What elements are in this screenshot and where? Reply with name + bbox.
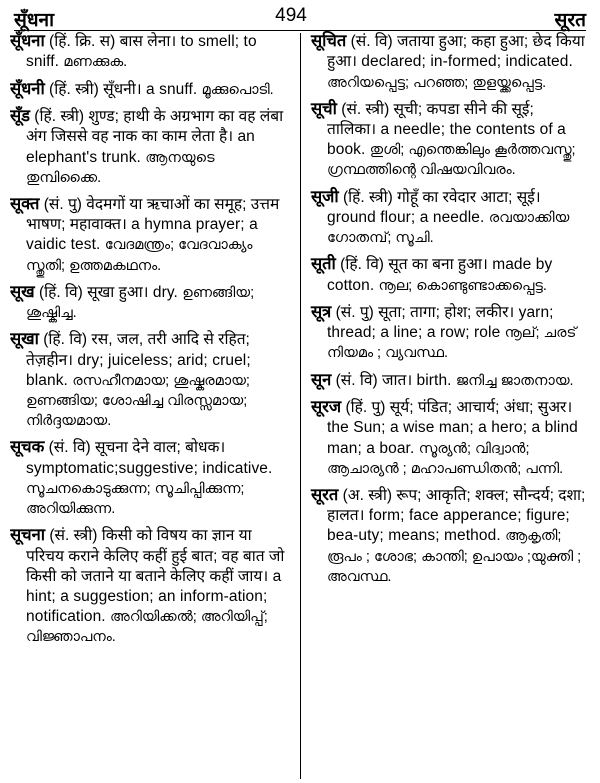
entry-malayalam-gloss: നൂല; കൊണ്ടുണ്ടാക്കപ്പെട്ട. — [378, 277, 547, 294]
entry-grammar: (हिं. वि) — [38, 283, 83, 301]
dictionary-entry — [10, 194, 290, 276]
entry-english-gloss: a snuff. — [145, 80, 198, 98]
entry-malayalam-gloss: മൂക്കുപൊടി. — [201, 81, 274, 98]
entry-headword: सूजी — [311, 187, 339, 206]
entry-headword: सूक्त — [10, 194, 40, 213]
entry-hindi-gloss: सूत का बना हुआ। — [388, 256, 488, 274]
entry-malayalam-gloss: രസഹീനമായ; ശുഷ്കരമായ; ഉണങ്ങിയ; ശോഷിച്ച വിരസ്സമായ; നിർദ്ദയമായ. — [26, 372, 250, 430]
entry-hindi-gloss: किसी को विषय का ज्ञान या परिचय कराने केलिए कहीं हुई बात; वह बात जो किसी को जताने या बताने केलिए कहीं जाय। — [26, 527, 285, 585]
dictionary-entry — [10, 329, 290, 431]
entry-english-gloss: yarn; thread; a line; a row; role — [327, 303, 554, 342]
entry-english-gloss: the Sun; a wise man; a hero; a blind man; a boar. — [327, 419, 578, 457]
dictionary-entry — [10, 31, 290, 73]
entry-grammar: (सं. पु) — [335, 303, 374, 321]
entry-english-gloss: a hymna prayer; a vaidic test. — [26, 216, 258, 254]
dictionary-entry — [311, 254, 586, 296]
entry-headword: सूँधना — [10, 32, 45, 50]
entry-headword: सूचना — [10, 526, 46, 545]
entry-grammar: (सं. वि) — [335, 371, 378, 389]
entry-headword: सूँधनी — [10, 79, 45, 98]
entry-grammar: (सं. वि) — [350, 33, 393, 50]
entry-malayalam-gloss: ജനിച്ച ജാതനായ. — [455, 372, 574, 389]
entry-malayalam-gloss: അറിയിക്കൽ; അറിയിപ്പ്; വിജ്ഞാപനം. — [26, 609, 268, 646]
entry-english-gloss: ground flour; a needle. — [327, 209, 485, 227]
entry-malayalam-gloss: തുശി; എന്തെങ്കിലും കൂർത്തവസ്തു; ഗ്രന്ഥത്തിന്റെ വിഷയവിവരം. — [327, 142, 576, 179]
page-number: 494 — [275, 5, 307, 26]
entry-malayalam-gloss: നൂല്; ചരട് നിയമം ; വ്യവസ്ഥ. — [327, 325, 577, 362]
entry-grammar: (अ. स्त्री) — [342, 486, 393, 504]
entry-hindi-gloss: जात। — [381, 371, 413, 389]
entry-grammar: (हिं. स्त्री) — [34, 108, 85, 126]
dictionary-entry — [311, 302, 586, 364]
column-divider — [300, 33, 301, 779]
right-column — [298, 31, 586, 783]
entry-headword: सूचक — [10, 438, 45, 457]
entry-malayalam-gloss: അറിയപ്പെട്ട; പറഞ്ഞ; തുളയ്ക്കപ്പെട്ട. — [327, 74, 547, 91]
entry-hindi-gloss: सूखा हुआ। — [87, 283, 149, 301]
dictionary-entry — [311, 370, 586, 391]
entry-grammar: (हिं. स्त्री) — [342, 188, 393, 206]
entry-grammar: (हिं. क्रि. स) — [49, 33, 116, 50]
dictionary-entry — [311, 31, 586, 93]
entry-hindi-gloss: गोहूँ का रवेदार आटा; सूई। — [397, 188, 541, 206]
entry-grammar: (हिं. स्त्री) — [49, 80, 99, 98]
entry-hindi-gloss: सूर्य; पंडित; आचार्य; अंधा; सुअर। — [389, 399, 573, 417]
entry-english-gloss: made by cotton. — [327, 256, 553, 294]
entry-grammar: (सं. स्त्री) — [341, 100, 390, 118]
entry-malayalam-gloss: രവയാക്കിയ ഗോതമ്പ്; സൂചി. — [327, 210, 570, 247]
entry-grammar: (हिं. पु) — [345, 399, 386, 417]
entry-hindi-gloss: बास लेना। — [119, 33, 177, 50]
entry-hindi-gloss: शुण्ड; हाथी के अग्रभाग का वह लंबा अंग जिससे वह नाक का काम लेता है। — [26, 108, 284, 146]
entry-malayalam-gloss: സൂര്യൻ; വിദ്വാൻ; ആചാര്യൻ ; മഹാപണ്ഡിതൻ; പന്നി. — [327, 440, 564, 477]
entry-english-gloss: declared; in-formed; indicated. — [361, 53, 573, 71]
entry-malayalam-gloss: ആനയുടെ തുമ്പിക്കൈ. — [26, 149, 215, 186]
entry-hindi-gloss: वेदमगों या ऋचाओं का समूह; उत्तम भाषण; महावाक्त। — [26, 195, 280, 234]
entry-english-gloss: birth. — [416, 371, 452, 389]
entry-english-gloss: symptomatic;suggestive; indicative. — [26, 459, 273, 477]
entry-english-gloss: an elephant's trunk. — [26, 128, 255, 166]
entry-headword: सूचित — [311, 32, 347, 50]
dictionary-entry — [311, 485, 586, 587]
entry-headword: सूती — [311, 255, 336, 274]
dictionary-entry — [311, 397, 586, 479]
entry-headword: सूत्र — [311, 302, 332, 321]
entry-grammar: (सं. स्त्री) — [49, 527, 98, 545]
body-columns — [0, 31, 600, 783]
entry-headword: सूरज — [311, 398, 342, 417]
entry-hindi-gloss: रस, जल, तरी आदि से रहित; तेज़हीन। — [26, 331, 250, 369]
entry-malayalam-gloss: സൂചനകൊടുക്കുന്ന; സൂചിപ്പിക്കുന്ന; അറിയിക്കുന്ന. — [26, 480, 245, 518]
running-head-left-word: सूँधना — [14, 10, 54, 31]
entry-headword: सूख — [10, 282, 35, 301]
dictionary-entry — [10, 79, 290, 100]
entry-grammar: (हिं. वि) — [340, 256, 384, 274]
left-column — [10, 31, 298, 783]
dictionary-entry — [311, 187, 586, 249]
entry-malayalam-gloss: ആകൃതി; രൂപം ; ശോഭ; കാന്തി; ഉപായം ;യുക്തി ; അവസ്ഥ. — [327, 528, 582, 585]
entry-headword: सून — [311, 370, 332, 389]
entry-grammar: (हिं. वि) — [43, 331, 88, 349]
entry-english-gloss: a hint; a suggestion; an inform-ation; notification. — [26, 567, 282, 626]
entry-english-gloss: to smell; to sniff. — [26, 33, 257, 71]
dictionary-entry — [311, 99, 586, 181]
entry-english-gloss: dry; juiceless; arid; cruel; blank. — [26, 351, 251, 389]
dictionary-entry — [10, 525, 290, 647]
entry-malayalam-gloss: മണക്കുക. — [63, 54, 128, 71]
entry-hindi-gloss: सूची; कपडा सीने की सूई; तालिका। — [327, 100, 534, 139]
entry-headword: सूची — [311, 99, 337, 118]
entry-hindi-gloss: सूचना देने वाल; बोधक। — [94, 439, 226, 457]
dictionary-entry — [10, 282, 290, 324]
entry-grammar: (सं. वि) — [48, 439, 91, 457]
entry-headword: सूखा — [10, 330, 39, 349]
dictionary-entry — [10, 437, 290, 519]
entry-headword: सूरत — [311, 485, 339, 504]
entry-english-gloss: a needle; the contents of a book. — [327, 121, 566, 159]
entry-hindi-gloss: रूप; आकृति; शक्ल; सौन्दर्य; दशा; हालत। — [327, 486, 586, 525]
running-head-right-word: सूरत — [554, 10, 586, 31]
entry-english-gloss: form; face apperance; figure; bea-uty; means; method. — [327, 507, 570, 545]
entry-english-gloss: dry. — [152, 283, 178, 301]
entry-grammar: (सं. पु) — [43, 195, 82, 213]
entry-malayalam-gloss: ഉണങ്ങിയ; ശുഷ്കിച്ച. — [26, 284, 255, 322]
entry-headword: सूँड — [10, 107, 30, 126]
dictionary-entry — [10, 106, 290, 188]
entry-hindi-gloss: जताया हुआ; कहा हुआ; छेद किया हुआ। — [327, 33, 585, 71]
running-head — [0, 0, 600, 31]
entry-hindi-gloss: सूता; तागा; होश; लकीर। — [378, 303, 515, 321]
entry-malayalam-gloss: വേദമന്ത്രം; വേദവാക്യം സ്തുതി; ഉത്തമകഥനം. — [26, 237, 253, 274]
entry-hindi-gloss: सूँधनी। — [103, 80, 142, 98]
